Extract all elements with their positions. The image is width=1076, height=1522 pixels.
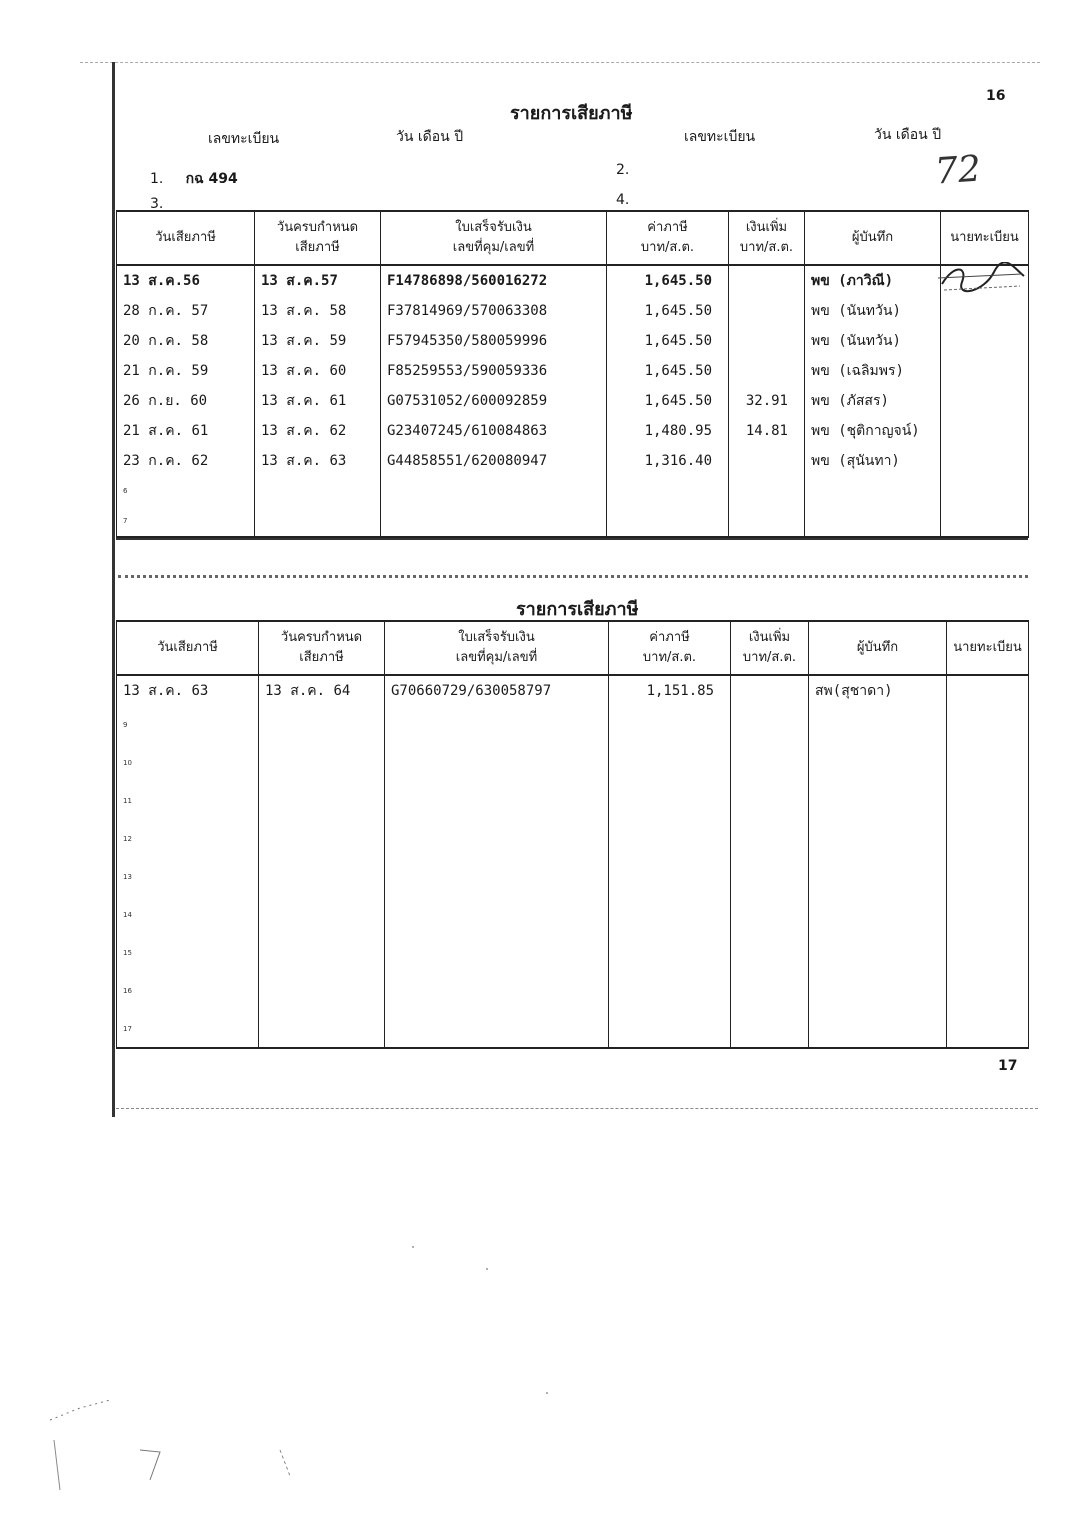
row-number: 9 bbox=[117, 706, 259, 744]
registration-4-no: 4. bbox=[616, 192, 630, 208]
section-title-top: รายการเสียภาษี bbox=[510, 103, 633, 124]
pay-date-cell: 21 ส.ค. 61 bbox=[117, 416, 255, 446]
row-number: 15 bbox=[117, 934, 259, 972]
registration-4 bbox=[616, 192, 629, 208]
recorder-cell: พข (ชุติกาญจน์) bbox=[805, 416, 941, 446]
due-date-cell: 13 ส.ค. 61 bbox=[255, 386, 381, 416]
due-date-cell: 13 ส.ค. 63 bbox=[255, 446, 381, 476]
tax-cell: 1,645.50 bbox=[607, 296, 729, 326]
table-row bbox=[117, 446, 1029, 476]
tax-cell: 1,645.50 bbox=[607, 386, 729, 416]
registration-1-value: กฉ 494 bbox=[185, 171, 238, 187]
recorder-cell: สพ(สุชาดา) bbox=[809, 675, 947, 706]
recorder-cell: พข (สุนันทา) bbox=[805, 446, 941, 476]
pay-date-cell: 20 ก.ค. 58 bbox=[117, 326, 255, 356]
receipt-cell: G44858551/620080947 bbox=[381, 446, 607, 476]
col-receipt: ใบเสร็จรับเงิน เลขที่คุม/เลขที่ bbox=[385, 621, 609, 675]
tax-cell: 1,645.50 bbox=[607, 265, 729, 296]
row-number: 13 bbox=[117, 858, 259, 896]
empty-row bbox=[117, 896, 1029, 934]
due-date-cell: 13 ส.ค. 58 bbox=[255, 296, 381, 326]
col-tax: ค่าภาษี บาท/ส.ต. bbox=[609, 621, 731, 675]
registration-3-no: 3. bbox=[150, 196, 164, 212]
recorder-cell: พข (ภัสสร) bbox=[805, 386, 941, 416]
tax-cell: 1,151.85 bbox=[609, 675, 731, 706]
row-number: 16 bbox=[117, 972, 259, 1010]
row-number: 11 bbox=[117, 782, 259, 820]
tax-table-2 bbox=[116, 620, 1029, 1049]
pay-date-cell: 13 ส.ค. 63 bbox=[117, 675, 259, 706]
page-number-top: 16 bbox=[986, 88, 1006, 104]
scan-edge-bottom bbox=[116, 1108, 1038, 1109]
empty-row bbox=[117, 934, 1029, 972]
surcharge-cell: 14.81 bbox=[729, 416, 805, 446]
empty-row bbox=[117, 972, 1029, 1010]
reg-label-right: เลขทะเบียน bbox=[684, 129, 756, 145]
registrar-cell bbox=[941, 446, 1029, 476]
recorder-cell: พข (นันทวัน) bbox=[805, 326, 941, 356]
registration-1 bbox=[150, 168, 238, 190]
col-due-date: วันครบกำหนด เสียภาษี bbox=[259, 621, 385, 675]
pay-date-cell: 21 ก.ค. 59 bbox=[117, 356, 255, 386]
pay-date-cell: 26 ก.ย. 60 bbox=[117, 386, 255, 416]
registration-2-no: 2. bbox=[616, 162, 630, 178]
table-row bbox=[117, 356, 1029, 386]
scan-speck bbox=[412, 1246, 414, 1248]
handwritten-note: 72 bbox=[933, 148, 983, 193]
registration-1-no: 1. bbox=[150, 171, 164, 187]
col-pay-date: วันเสียภาษี bbox=[117, 211, 255, 265]
row-number: 10 bbox=[117, 744, 259, 782]
section-divider bbox=[116, 538, 1028, 540]
row-number: 17 bbox=[117, 1010, 259, 1048]
tax-cell: 1,645.50 bbox=[607, 326, 729, 356]
signature-stamp bbox=[934, 262, 1026, 296]
receipt-cell: G07531052/600092859 bbox=[381, 386, 607, 416]
empty-row bbox=[117, 858, 1029, 896]
table-row bbox=[117, 326, 1029, 356]
row-number: 14 bbox=[117, 896, 259, 934]
table-header-row bbox=[117, 621, 1029, 675]
tax-cell: 1,645.50 bbox=[607, 356, 729, 386]
pay-date-cell: 23 ก.ค. 62 bbox=[117, 446, 255, 476]
surcharge-cell bbox=[729, 356, 805, 386]
due-date-cell: 13 ส.ค. 60 bbox=[255, 356, 381, 386]
dotted-separator bbox=[118, 575, 1028, 578]
registrar-cell bbox=[947, 675, 1029, 706]
surcharge-cell: 32.91 bbox=[729, 386, 805, 416]
reg-label-left: เลขทะเบียน bbox=[208, 131, 280, 147]
scan-speck bbox=[546, 1392, 548, 1394]
col-surcharge: เงินเพิ่ม บาท/ส.ต. bbox=[729, 211, 805, 265]
surcharge-cell bbox=[729, 265, 805, 296]
surcharge-cell bbox=[729, 296, 805, 326]
table-row bbox=[117, 265, 1029, 296]
table-row bbox=[117, 675, 1029, 706]
col-due-date: วันครบกำหนด เสียภาษี bbox=[255, 211, 381, 265]
pay-date-cell: 13 ส.ค.56 bbox=[117, 265, 255, 296]
empty-row bbox=[117, 706, 1029, 744]
registrar-cell bbox=[941, 326, 1029, 356]
registrar-cell bbox=[941, 416, 1029, 446]
col-receipt: ใบเสร็จรับเงิน เลขที่คุม/เลขที่ bbox=[381, 211, 607, 265]
registration-2 bbox=[616, 162, 629, 178]
tax-table-1 bbox=[116, 210, 1029, 538]
empty-row bbox=[117, 744, 1029, 782]
empty-row bbox=[117, 476, 1029, 506]
col-recorder: ผู้บันทึก bbox=[809, 621, 947, 675]
tax-cell: 1,480.95 bbox=[607, 416, 729, 446]
col-recorder: ผู้บันทึก bbox=[805, 211, 941, 265]
receipt-cell: G23407245/610084863 bbox=[381, 416, 607, 446]
row-number: 7 bbox=[117, 506, 255, 537]
empty-row bbox=[117, 782, 1029, 820]
recorder-cell: พข (นันทวัน) bbox=[805, 296, 941, 326]
surcharge-cell bbox=[729, 326, 805, 356]
col-registrar: นายทะเบียน bbox=[941, 211, 1029, 265]
row-number: 12 bbox=[117, 820, 259, 858]
surcharge-cell bbox=[731, 675, 809, 706]
due-date-cell: 13 ส.ค.57 bbox=[255, 265, 381, 296]
due-date-cell: 13 ส.ค. 62 bbox=[255, 416, 381, 446]
col-pay-date: วันเสียภาษี bbox=[117, 621, 259, 675]
surcharge-cell bbox=[729, 446, 805, 476]
empty-row bbox=[117, 506, 1029, 537]
section-title-bottom: รายการเสียภาษี bbox=[516, 599, 639, 620]
table-row bbox=[117, 296, 1029, 326]
table-row bbox=[117, 386, 1029, 416]
scan-speck bbox=[486, 1268, 488, 1270]
registrar-cell bbox=[941, 296, 1029, 326]
registrar-cell bbox=[941, 386, 1029, 416]
table-row bbox=[117, 416, 1029, 446]
due-date-cell: 13 ส.ค. 59 bbox=[255, 326, 381, 356]
receipt-cell: F85259553/590059336 bbox=[381, 356, 607, 386]
col-tax: ค่าภาษี บาท/ส.ต. bbox=[607, 211, 729, 265]
empty-row bbox=[117, 820, 1029, 858]
tax-cell: 1,316.40 bbox=[607, 446, 729, 476]
pay-date-cell: 28 ก.ค. 57 bbox=[117, 296, 255, 326]
recorder-cell: พข (เฉลิมพร) bbox=[805, 356, 941, 386]
table-header-row bbox=[117, 211, 1029, 265]
receipt-cell: F37814969/570063308 bbox=[381, 296, 607, 326]
col-registrar: นายทะเบียน bbox=[947, 621, 1029, 675]
row-number: 6 bbox=[117, 476, 255, 506]
due-date-cell: 13 ส.ค. 64 bbox=[259, 675, 385, 706]
recorder-cell: พข (ภาวิณี) bbox=[805, 265, 941, 296]
date-label-right: วัน เดือน ปี bbox=[874, 127, 942, 143]
registrar-cell bbox=[941, 356, 1029, 386]
receipt-cell: F57945350/580059996 bbox=[381, 326, 607, 356]
empty-row bbox=[117, 1010, 1029, 1048]
receipt-cell: G70660729/630058797 bbox=[385, 675, 609, 706]
receipt-cell: F14786898/560016272 bbox=[381, 265, 607, 296]
page-number-bottom: 17 bbox=[998, 1058, 1018, 1074]
col-surcharge: เงินเพิ่ม บาท/ส.ต. bbox=[731, 621, 809, 675]
date-label-left: วัน เดือน ปี bbox=[396, 129, 464, 145]
scan-smudge bbox=[40, 1380, 320, 1510]
